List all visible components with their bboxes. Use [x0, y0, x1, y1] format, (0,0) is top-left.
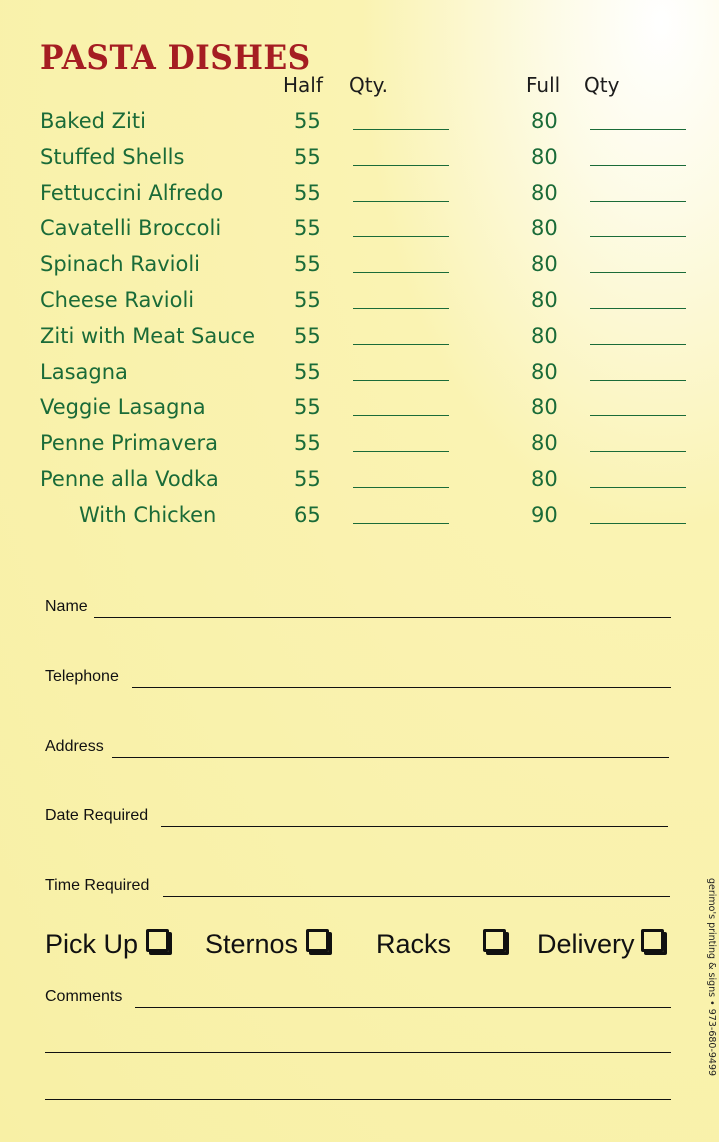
half-qty-field[interactable] — [353, 272, 449, 273]
menu-item-row — [0, 178, 719, 208]
half-qty-column-header: Qty. — [349, 73, 388, 97]
delivery-checkbox[interactable] — [641, 929, 664, 952]
pickup-label: Pick Up — [45, 929, 139, 959]
full-price: 80 — [531, 467, 558, 491]
sternos-option[interactable] — [205, 929, 329, 960]
menu-item-row — [0, 285, 719, 315]
telephone-input-line[interactable] — [132, 687, 671, 688]
racks-option[interactable] — [376, 929, 506, 960]
half-qty-field[interactable] — [353, 201, 449, 202]
half-qty-field[interactable] — [353, 380, 449, 381]
full-qty-field[interactable] — [590, 451, 686, 452]
half-price: 55 — [294, 467, 321, 491]
comments-field[interactable] — [45, 988, 671, 1012]
full-price: 80 — [531, 431, 558, 455]
comments-line-2[interactable] — [45, 1052, 671, 1053]
half-price: 55 — [294, 395, 321, 419]
full-qty-field[interactable] — [590, 308, 686, 309]
sternos-checkbox[interactable] — [306, 929, 329, 952]
half-qty-field[interactable] — [353, 344, 449, 345]
menu-item-row — [0, 428, 719, 458]
menu-item-name: Stuffed Shells — [40, 145, 185, 169]
menu-item-name: Penne alla Vodka — [40, 467, 219, 491]
full-column-header: Full — [526, 73, 561, 97]
half-price: 55 — [294, 324, 321, 348]
racks-checkbox[interactable] — [483, 929, 506, 952]
delivery-option[interactable] — [537, 929, 664, 960]
full-price: 80 — [531, 288, 558, 312]
time-required-input-line[interactable] — [163, 896, 670, 897]
pickup-checkbox[interactable] — [146, 929, 169, 952]
full-price: 80 — [531, 109, 558, 133]
menu-item-row — [0, 392, 719, 422]
half-price: 55 — [294, 181, 321, 205]
full-qty-field[interactable] — [590, 380, 686, 381]
half-qty-field[interactable] — [353, 129, 449, 130]
half-qty-field[interactable] — [353, 165, 449, 166]
comments-input-line[interactable] — [135, 1007, 671, 1008]
menu-item-row — [0, 464, 719, 494]
name-field[interactable] — [45, 598, 671, 622]
menu-item-name: Fettuccini Alfredo — [40, 181, 224, 205]
pickup-option[interactable] — [45, 929, 169, 960]
comments-line-3[interactable] — [45, 1099, 671, 1100]
name-input-line[interactable] — [94, 617, 671, 618]
menu-item-name: Baked Ziti — [40, 109, 146, 133]
full-qty-column-header: Qty — [584, 73, 620, 97]
delivery-label: Delivery — [537, 929, 635, 959]
menu-item-row — [0, 249, 719, 279]
half-column-header: Half — [283, 73, 323, 97]
half-price: 55 — [294, 360, 321, 384]
time-required-label: Time Required — [45, 877, 150, 894]
menu-item-name: Penne Primavera — [40, 431, 218, 455]
full-qty-field[interactable] — [590, 129, 686, 130]
half-qty-field[interactable] — [353, 236, 449, 237]
half-price: 65 — [294, 503, 321, 527]
half-qty-field[interactable] — [353, 415, 449, 416]
menu-item-row — [0, 357, 719, 387]
address-field[interactable] — [45, 738, 671, 762]
half-qty-field[interactable] — [353, 523, 449, 524]
menu-item-row — [0, 321, 719, 351]
full-price: 80 — [531, 181, 558, 205]
address-label: Address — [45, 738, 104, 755]
menu-item-name: Spinach Ravioli — [40, 252, 200, 276]
printer-imprint: gerimo's printing & signs • 973-680-9499 — [706, 878, 717, 1077]
racks-label: Racks — [376, 929, 452, 959]
full-price: 80 — [531, 216, 558, 240]
menu-item-name: Veggie Lasagna — [40, 395, 206, 419]
full-qty-field[interactable] — [590, 201, 686, 202]
full-price: 80 — [531, 252, 558, 276]
full-qty-field[interactable] — [590, 523, 686, 524]
full-price: 80 — [531, 360, 558, 384]
date-required-label: Date Required — [45, 807, 149, 824]
half-price: 55 — [294, 252, 321, 276]
menu-item-name: With Chicken — [79, 503, 217, 527]
menu-item-row — [0, 213, 719, 243]
half-price: 55 — [294, 431, 321, 455]
half-qty-field[interactable] — [353, 451, 449, 452]
full-qty-field[interactable] — [590, 165, 686, 166]
time-required-field[interactable] — [45, 877, 671, 901]
date-required-input-line[interactable] — [161, 826, 668, 827]
full-qty-field[interactable] — [590, 487, 686, 488]
page-title: PASTA DISHES — [40, 38, 311, 78]
address-input-line[interactable] — [112, 757, 669, 758]
full-price: 80 — [531, 145, 558, 169]
full-qty-field[interactable] — [590, 415, 686, 416]
full-price: 80 — [531, 324, 558, 348]
full-price: 80 — [531, 395, 558, 419]
full-qty-field[interactable] — [590, 236, 686, 237]
half-price: 55 — [294, 216, 321, 240]
sternos-label: Sternos — [205, 929, 299, 959]
full-qty-field[interactable] — [590, 272, 686, 273]
half-qty-field[interactable] — [353, 487, 449, 488]
telephone-field[interactable] — [45, 668, 671, 692]
date-required-field[interactable] — [45, 807, 671, 831]
menu-item-name: Lasagna — [40, 360, 128, 384]
menu-item-row — [0, 106, 719, 136]
menu-item-name: Cheese Ravioli — [40, 288, 195, 312]
menu-item-row — [0, 142, 719, 172]
comments-label: Comments — [45, 988, 123, 1005]
half-qty-field[interactable] — [353, 308, 449, 309]
name-label: Name — [45, 598, 88, 615]
half-price: 55 — [294, 145, 321, 169]
half-price: 55 — [294, 109, 321, 133]
menu-item-name: Ziti with Meat Sauce — [40, 324, 255, 348]
full-price: 90 — [531, 503, 558, 527]
telephone-label: Telephone — [45, 668, 119, 685]
full-qty-field[interactable] — [590, 344, 686, 345]
menu-item-row — [0, 500, 719, 530]
menu-item-name: Cavatelli Broccoli — [40, 216, 222, 240]
half-price: 55 — [294, 288, 321, 312]
